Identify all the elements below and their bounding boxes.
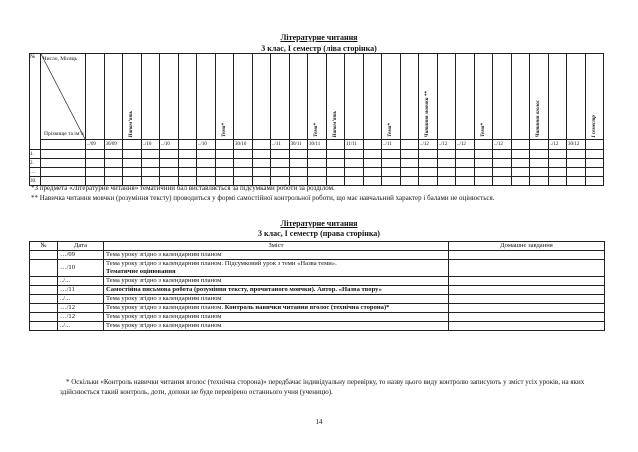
plan-content-text: Тема уроку згідно з календарним планом xyxy=(106,295,222,302)
grade-cell[interactable] xyxy=(493,159,512,168)
journal-column-header xyxy=(141,54,160,140)
note-silent-reading: ** Навичка читання мовчки (розуміння тексту) проводиться у формі самостійної контрольної роботи, що має навчальний характер і балами не оцінюється. xyxy=(31,194,495,202)
journal-column-header xyxy=(567,54,586,140)
grade-cell[interactable] xyxy=(585,150,604,159)
journal-column-header xyxy=(345,54,364,140)
grade-cell[interactable] xyxy=(252,168,271,177)
plan-content-cell[interactable] xyxy=(104,322,449,331)
grade-cell[interactable] xyxy=(215,168,234,177)
grade-cell[interactable] xyxy=(585,159,604,168)
grade-cell[interactable] xyxy=(363,159,382,168)
journal-date-cell[interactable]: ../12 xyxy=(419,140,438,150)
plan-content-text: Тема уроку згідно з календарним планом xyxy=(106,277,222,284)
plan-homework-cell[interactable] xyxy=(449,260,605,277)
journal-column-header xyxy=(382,54,401,140)
grade-cell[interactable] xyxy=(160,168,179,177)
grade-cell[interactable] xyxy=(493,150,512,159)
grade-cell[interactable] xyxy=(493,168,512,177)
journal-corner-header xyxy=(41,54,86,140)
grade-cell[interactable] xyxy=(215,150,234,159)
journal-column-header xyxy=(456,54,475,140)
grade-cell[interactable] xyxy=(178,168,197,177)
journal-date-cell[interactable] xyxy=(178,140,197,150)
plan-no-cell[interactable] xyxy=(30,322,58,331)
grade-cell[interactable] xyxy=(289,159,308,168)
plan-row xyxy=(30,260,605,277)
plan-content-cell[interactable] xyxy=(104,260,449,277)
plan-homework-cell[interactable] xyxy=(449,304,605,313)
journal-date-cell[interactable] xyxy=(363,140,382,150)
journal-date-cell[interactable] xyxy=(530,140,549,150)
grade-cell[interactable] xyxy=(345,168,364,177)
journal-date-cell[interactable]: 11/11 xyxy=(345,140,364,150)
journal-column-header xyxy=(178,54,197,140)
plan-header-no: № xyxy=(30,242,58,251)
grade-cell[interactable] xyxy=(474,150,493,159)
grade-cell[interactable] xyxy=(197,159,216,168)
plan-content-cell[interactable] xyxy=(104,251,449,260)
grade-cell[interactable] xyxy=(252,150,271,159)
journal-date-cell[interactable] xyxy=(252,140,271,150)
column-vertical-label: Читання вголос xyxy=(535,99,541,137)
journal-column-header xyxy=(363,54,382,140)
grade-cell[interactable] xyxy=(326,150,345,159)
plan-no-cell[interactable] xyxy=(30,277,58,286)
grade-cell[interactable] xyxy=(530,159,549,168)
journal-date-cell[interactable] xyxy=(215,140,234,150)
grade-cell[interactable] xyxy=(474,168,493,177)
grade-cell[interactable] xyxy=(400,168,419,177)
journal-date-cell[interactable]: ../12 xyxy=(437,140,456,150)
plan-no-cell[interactable] xyxy=(30,286,58,295)
plan-content-cell[interactable] xyxy=(104,295,449,304)
student-number: 30. xyxy=(30,177,41,186)
column-vertical-label: Напам’ять xyxy=(331,110,338,137)
grade-cell[interactable] xyxy=(345,159,364,168)
journal-column-header xyxy=(308,54,327,140)
grade-cell[interactable] xyxy=(104,159,123,168)
plan-row xyxy=(30,277,605,286)
journal-column-header xyxy=(511,54,530,140)
grade-cell[interactable] xyxy=(530,168,549,177)
grade-cell[interactable] xyxy=(215,159,234,168)
column-vertical-label: Тема* xyxy=(387,123,393,137)
grade-cell[interactable] xyxy=(456,168,475,177)
grade-cell[interactable] xyxy=(567,168,586,177)
journal-table xyxy=(29,53,604,186)
student-number: … xyxy=(30,168,41,177)
grade-cell[interactable] xyxy=(104,168,123,177)
plan-footnote: * Оскільки «Контроль навички читання вголос (технічна сторона)» передбачає індивідуальну перевірку, то назву цього виду контролю записують у зміст усіх уроків, на яких здійснюється такий контроль, доти, допоки не буде перевірено останнього учня (ученицю). xyxy=(60,378,585,396)
plan-content-text: Тема уроку згідно з календарним планом xyxy=(106,313,222,320)
journal-date-cell[interactable]: 30/09 xyxy=(104,140,123,150)
plan-date-cell[interactable]: …/11 xyxy=(58,286,104,295)
plan-date-cell[interactable]: …/10 xyxy=(58,260,104,277)
plan-row xyxy=(30,304,605,313)
plan-no-cell[interactable] xyxy=(30,251,58,260)
student-name-cell[interactable] xyxy=(41,168,86,177)
journal-date-cell[interactable]: ../11 xyxy=(382,140,401,150)
grade-cell[interactable] xyxy=(123,150,142,159)
plan-homework-cell[interactable] xyxy=(449,277,605,286)
journal-date-cell[interactable]: ../10 xyxy=(197,140,216,150)
column-vertical-label: Тема* xyxy=(479,123,486,137)
journal-column-header xyxy=(419,54,438,140)
plan-row xyxy=(30,251,605,260)
journal-date-cell[interactable]: ../12 xyxy=(456,140,475,150)
journal-date-cell[interactable] xyxy=(474,140,493,150)
journal-date-cell[interactable] xyxy=(400,140,419,150)
journal-date-cell[interactable]: ../10 xyxy=(160,140,179,150)
grade-cell[interactable] xyxy=(160,150,179,159)
journal-column-header xyxy=(104,54,123,140)
journal-date-cell[interactable] xyxy=(511,140,530,150)
grade-cell[interactable] xyxy=(548,168,567,177)
journal-date-cell[interactable]: ../10 xyxy=(141,140,160,150)
grade-cell[interactable] xyxy=(289,168,308,177)
grade-cell[interactable] xyxy=(419,150,438,159)
grade-cell[interactable] xyxy=(548,150,567,159)
plan-content-control-text: Контроль навички читання вголос (технічна сторона)* xyxy=(224,304,390,311)
plan-content-text: Самостійна письмова робота (розуміння тексту, прочитаного мовчки). Автор. «Назва твору» xyxy=(106,286,382,293)
plan-date-cell[interactable]: …/12 xyxy=(58,313,104,322)
journal-column-header xyxy=(252,54,271,140)
plan-content-cell[interactable] xyxy=(104,286,449,295)
plan-header-date: Дата xyxy=(58,242,104,251)
grade-cell[interactable] xyxy=(271,159,290,168)
journal-no-header: № xyxy=(30,54,41,150)
journal-date-cell[interactable] xyxy=(123,140,142,150)
plan-content-cell[interactable] xyxy=(104,304,449,313)
journal-date-cell[interactable]: 30/12 xyxy=(567,140,586,150)
date-label: Число, Місяць xyxy=(43,56,78,62)
grade-cell[interactable] xyxy=(86,150,105,159)
plan-homework-cell[interactable] xyxy=(449,286,605,295)
grade-cell[interactable] xyxy=(530,150,549,159)
grade-cell[interactable] xyxy=(271,168,290,177)
grade-cell[interactable] xyxy=(141,159,160,168)
plan-homework-cell[interactable] xyxy=(449,313,605,322)
journal-subtitle: 3 клас, І семестр (ліва сторінка) xyxy=(261,44,377,53)
plan-content-cell[interactable] xyxy=(104,277,449,286)
plan-row xyxy=(30,313,605,322)
journal-date-cell[interactable]: ../12 xyxy=(493,140,512,150)
grade-cell[interactable] xyxy=(419,159,438,168)
journal-column-header xyxy=(474,54,493,140)
plan-row xyxy=(30,295,605,304)
grade-cell[interactable] xyxy=(382,159,401,168)
journal-column-header xyxy=(585,54,604,140)
student-number: 2. xyxy=(30,159,41,168)
grade-cell[interactable] xyxy=(437,159,456,168)
column-vertical-label: Напам’ять xyxy=(128,110,134,137)
grade-cell[interactable] xyxy=(123,159,142,168)
journal-column-header xyxy=(493,54,512,140)
grade-cell[interactable] xyxy=(585,168,604,177)
grade-cell[interactable] xyxy=(511,150,530,159)
grade-cell[interactable] xyxy=(511,159,530,168)
grade-cell[interactable] xyxy=(197,168,216,177)
journal-column-header xyxy=(234,54,253,140)
column-vertical-label: І семестр xyxy=(590,114,597,137)
plan-date-cell[interactable]: ../... xyxy=(58,277,104,286)
grade-cell[interactable] xyxy=(308,150,327,159)
journal-column-header xyxy=(86,54,105,140)
journal-column-header xyxy=(215,54,234,140)
grade-cell[interactable] xyxy=(437,168,456,177)
plan-homework-cell[interactable] xyxy=(449,322,605,331)
journal-column-header xyxy=(400,54,419,140)
grade-cell[interactable] xyxy=(345,150,364,159)
plan-content-assessment-text: Тематичне оцінювання xyxy=(106,268,176,275)
journal-column-header xyxy=(437,54,456,140)
grade-cell[interactable] xyxy=(400,159,419,168)
plan-content-text: Тема уроку згідно з календарним планом. xyxy=(106,304,224,311)
grade-cell[interactable] xyxy=(419,168,438,177)
grade-cell[interactable] xyxy=(234,150,253,159)
plan-no-cell[interactable] xyxy=(30,304,58,313)
grade-cell[interactable] xyxy=(252,159,271,168)
grade-cell[interactable] xyxy=(104,150,123,159)
name-label: Прізвище та ім’я xyxy=(44,131,84,137)
grade-cell[interactable] xyxy=(567,150,586,159)
plan-content-text: Тема уроку згідно з календарним планом xyxy=(106,251,222,258)
plan-date-cell[interactable]: ../... xyxy=(58,295,104,304)
plan-table xyxy=(29,241,605,331)
journal-column-header xyxy=(289,54,308,140)
grade-cell[interactable] xyxy=(289,150,308,159)
plan-title: Літературне читання xyxy=(280,219,358,228)
plan-content-text: Тема уроку згідно з календарним планом. Підсумковий урок з теми «Назва теми». xyxy=(106,260,337,267)
grade-cell[interactable] xyxy=(326,168,345,177)
plan-no-cell[interactable] xyxy=(30,313,58,322)
student-name-cell[interactable] xyxy=(41,150,86,159)
plan-row xyxy=(30,286,605,295)
journal-student-row xyxy=(30,150,604,159)
student-number: 1. xyxy=(30,150,41,159)
grade-cell[interactable] xyxy=(382,168,401,177)
grade-cell[interactable] xyxy=(474,159,493,168)
journal-date-cell[interactable] xyxy=(585,140,604,150)
grade-cell[interactable] xyxy=(197,150,216,159)
column-vertical-label: Читання мовчки ** xyxy=(424,90,430,137)
plan-date-cell[interactable]: ../... xyxy=(58,322,104,331)
plan-subtitle: 3 клас, І семестр (права сторінка) xyxy=(258,229,380,238)
journal-date-cell[interactable]: ../09 xyxy=(86,140,105,150)
grade-cell[interactable] xyxy=(437,150,456,159)
column-vertical-label: Тема* xyxy=(220,123,227,137)
plan-header-homework: Домашнє завдання xyxy=(449,242,605,251)
journal-date-cell[interactable]: 30/10 xyxy=(234,140,253,150)
grade-cell[interactable] xyxy=(456,159,475,168)
grade-cell[interactable] xyxy=(308,159,327,168)
plan-row xyxy=(30,322,605,331)
plan-content-cell[interactable] xyxy=(104,313,449,322)
grade-cell[interactable] xyxy=(141,168,160,177)
journal-column-header xyxy=(548,54,567,140)
plan-no-cell[interactable] xyxy=(30,295,58,304)
grade-cell[interactable] xyxy=(123,168,142,177)
grade-cell[interactable] xyxy=(363,168,382,177)
plan-date-cell[interactable]: …/12 xyxy=(58,304,104,313)
plan-content-text: Тема уроку згідно з календарним планом xyxy=(106,322,222,329)
plan-homework-cell[interactable] xyxy=(449,251,605,260)
journal-date-cell[interactable]: ../11 xyxy=(271,140,290,150)
grade-cell[interactable] xyxy=(178,159,197,168)
grade-cell[interactable] xyxy=(382,150,401,159)
journal-date-cell[interactable]: 30/11 xyxy=(289,140,308,150)
grade-cell[interactable] xyxy=(271,150,290,159)
journal-column-header xyxy=(530,54,549,140)
grade-cell[interactable] xyxy=(567,159,586,168)
journal-title: Літературне читання xyxy=(280,33,358,42)
journal-column-header xyxy=(123,54,142,140)
plan-homework-cell[interactable] xyxy=(449,295,605,304)
grade-cell[interactable] xyxy=(456,150,475,159)
plan-no-cell[interactable] xyxy=(30,260,58,277)
column-vertical-label: Тема* xyxy=(313,123,319,137)
plan-date-cell[interactable]: …/09 xyxy=(58,251,104,260)
journal-column-header xyxy=(197,54,216,140)
journal-column-header xyxy=(160,54,179,140)
page-number: 14 xyxy=(315,418,323,426)
grade-cell[interactable] xyxy=(308,168,327,177)
grade-cell[interactable] xyxy=(86,168,105,177)
journal-student-row xyxy=(30,159,604,168)
grade-cell[interactable] xyxy=(178,150,197,159)
grade-cell[interactable] xyxy=(141,150,160,159)
journal-date-cell[interactable]: ../12 xyxy=(548,140,567,150)
date-row-label xyxy=(41,140,86,150)
grade-cell[interactable] xyxy=(363,150,382,159)
grade-cell[interactable] xyxy=(234,168,253,177)
grade-cell[interactable] xyxy=(234,159,253,168)
student-name-cell[interactable] xyxy=(41,159,86,168)
grade-cell[interactable] xyxy=(326,159,345,168)
journal-date-cell[interactable]: 30/11 xyxy=(308,140,327,150)
grade-cell[interactable] xyxy=(548,159,567,168)
note-thematic: *З предмета «Літературне читання» тематичний бал виставляється за підсумками роботи за розділом. xyxy=(31,184,335,192)
grade-cell[interactable] xyxy=(86,159,105,168)
grade-cell[interactable] xyxy=(160,159,179,168)
grade-cell[interactable] xyxy=(400,150,419,159)
diagonal-line xyxy=(41,54,85,139)
journal-student-row xyxy=(30,168,604,177)
journal-date-cell[interactable] xyxy=(326,140,345,150)
journal-column-header xyxy=(326,54,345,140)
plan-header-content: Зміст xyxy=(104,242,449,251)
grade-cell[interactable] xyxy=(511,168,530,177)
journal-column-header xyxy=(271,54,290,140)
